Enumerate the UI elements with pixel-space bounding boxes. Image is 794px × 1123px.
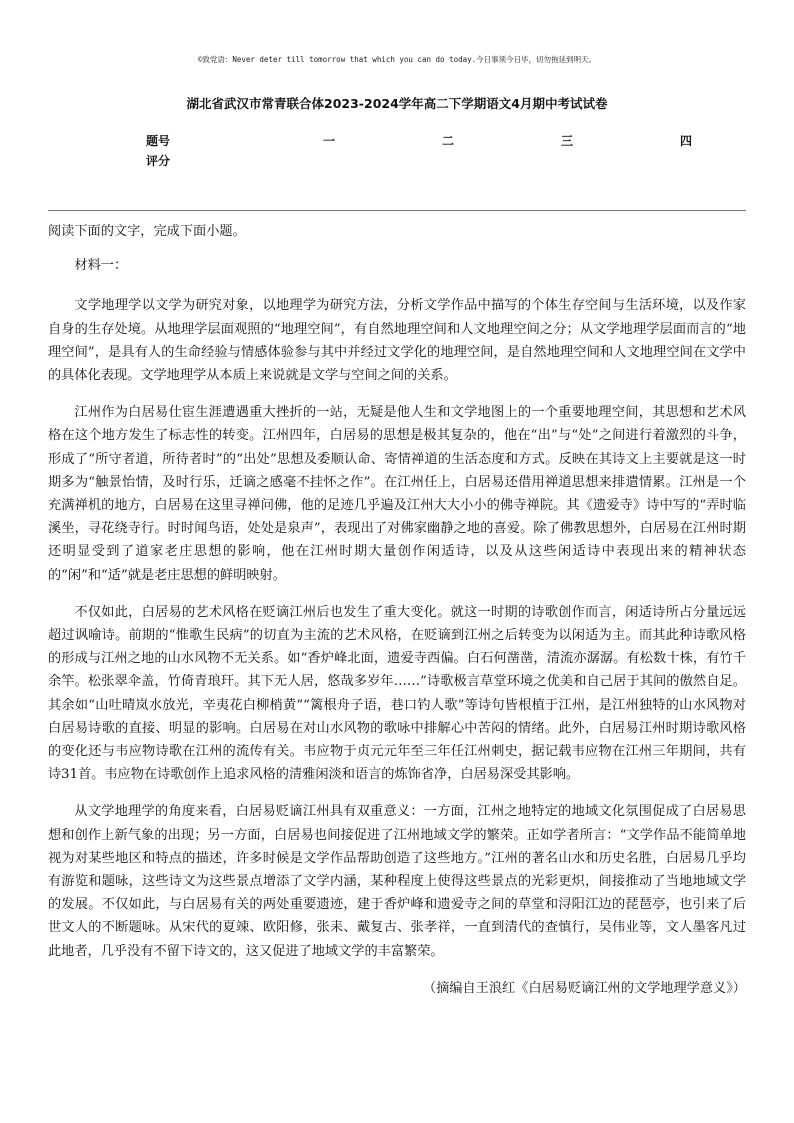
exam-title: 湖北省武汉市常青联合体2023-2024学年高二下学期语文4月期中考试试卷 [186, 96, 608, 111]
score-table-col-4: 四 [680, 134, 693, 148]
passage-paragraph-2: 江州作为白居易仕宦生涯遭遇重大挫折的一站，无疑是他人生和文学地图上的一个重要地理空间，其思想和艺术风格在这个地方发生了标志性的转变。江州四年，白居易的思想是极其复杂的，他在“出”与“处”之间进行着激烈的斗争，形成了“所守者道，所待者时”的“出处”思想及委顺认命、寄情禅道的生活态度和方式。反映在其诗文上主要就是这一时期多为“触景怡情，及时行乐，迁谪之感毫不挂怀之作”。在江州任上，白居易还借用禅道思想来排遣情累。江州是一个充满禅机的地方，白居易在这里寻禅问佛，他的足迹几乎遍及江州大大小小的佛寺禅院。其《遗爱寺》诗中写的“弄时临溪坐，寻花绕寺行。时时闻鸟语，处处是泉声”，表现出了对佛家幽静之地的喜爱。除了佛教思想外，白居易在江州时期还明显受到了道家老庄思想的影响，他在江州时期大量创作闲适诗，以及从这些闲适诗中表现出来的精神状态的“闲”和“适”就是老庄思想的鲜明映射。 [48, 405, 746, 583]
score-table-header-row [146, 132, 706, 152]
passage-paragraph-3: 不仅如此，白居易的艺术风格在贬谪江州后也发生了重大变化。就这一时期的诗歌创作而言，闲适诗所占分量远远超过讽喻诗。前期的“惟歌生民病”的切直为主流的艺术风格，在贬谪到江州之后转变为以闲适为主。而其此种诗歌风格的形成与江州之地的山水风物不无关系。如“香炉峰北面，遗爱寺西偏。白石何凿凿，清流亦潺潺。有松数十株，有竹千余竿。松张翠伞盖，竹倚青琅玕。其下无人居，悠哉多岁年……”诗歌极言草堂环境之优美和自己居于其间的傲然自足。其余如“山吐晴岚水放光，辛夷花白柳梢黄”“篱根舟子语，巷口钓人歌”等诗句皆根植于江州，是江州独特的山水风物对白居易诗歌的直接、明显的影响。白居易在对山水风物的歌咏中排解心中苦闷的情绪。此外，白居易江州时期诗歌风格的变化还与韦应物诗歌在江州的流传有关。韦应物于贞元元年至三年任江州刺史，据记载韦应物在江州三年期间，共有诗31首。韦应物在诗歌创作上追求风格的清雅闲淡和语言的炼饰省净，白居易深受其影响。 [48, 604, 746, 783]
instruction-text: 阅读下面的文字，完成下面小题。 [48, 224, 246, 239]
score-table [146, 132, 706, 172]
score-table-col-3: 三 [561, 134, 574, 148]
score-table-col-2: 二 [442, 134, 455, 148]
passage-paragraph-4: 从文学地理学的角度来看，白居易贬谪江州具有双重意义：一方面，江州之地特定的地域文化氛围促成了白居易思想和创作上新气象的出现；另一方面，白居易也间接促进了江州地域文学的繁荣。正如学者所言：“文学作品不能简单地视为对某些地区和特点的描述，许多时候是文学作品帮助创造了这些地方。”江州的著名山水和历史名胜，白居易几乎均有游览和题咏，这些诗文为这些景点增添了文学内涵，某种程度上使得这些景点的光彩更炽，间接推动了当地地域文学的发展。不仅如此，与白居易有关的两处重要遗迹，建于香炉峰和遗爱寺之间的草堂和浔阳江边的琵琶亭，也引来了后世文人的不断题咏。从宋代的夏竦、欧阳修，张耒、戴复古、张孝祥，一直到清代的查慎行，吴伟业等，文人墨客凡过此地者，几乎没有不留下诗文的，这又促进了地域文学的丰富繁荣。 [48, 804, 746, 959]
source-citation: （摘编自王浪红《白居易贬谪江州的文学地理学意义》） [422, 980, 746, 996]
header-motto: ©致党语：Never deter till tomorrow that which you can do today.今日事须今日毕，切勿拖延到明天。 [197, 55, 597, 64]
header-divider [48, 210, 746, 211]
score-table-score-row [146, 152, 706, 172]
material-label: 材料一： [74, 258, 128, 274]
score-table-label-score: 评分 [146, 154, 171, 168]
passage-paragraph-1: 文学地理学以文学为研究对象，以地理学为研究方法，分析文学作品中描写的个体生存空间与生活环境，以及作家自身的生存处境。从地理学层面观照的“地理空间”，有自然地理空间和人文地理空间之分；从文学地理学层面而言的“地理空间”，是具有人的生命经验与情感体验参与其中并经过文学化的地理空间，是自然地理空间和人文地理空间在文学中的具体化表现。文学地理学从本质上来说就是文学与空间之间的关系。 [48, 298, 746, 384]
score-table-label-question: 题号 [146, 134, 171, 148]
score-table-col-1: 一 [323, 134, 336, 148]
reading-passage [48, 220, 746, 1000]
